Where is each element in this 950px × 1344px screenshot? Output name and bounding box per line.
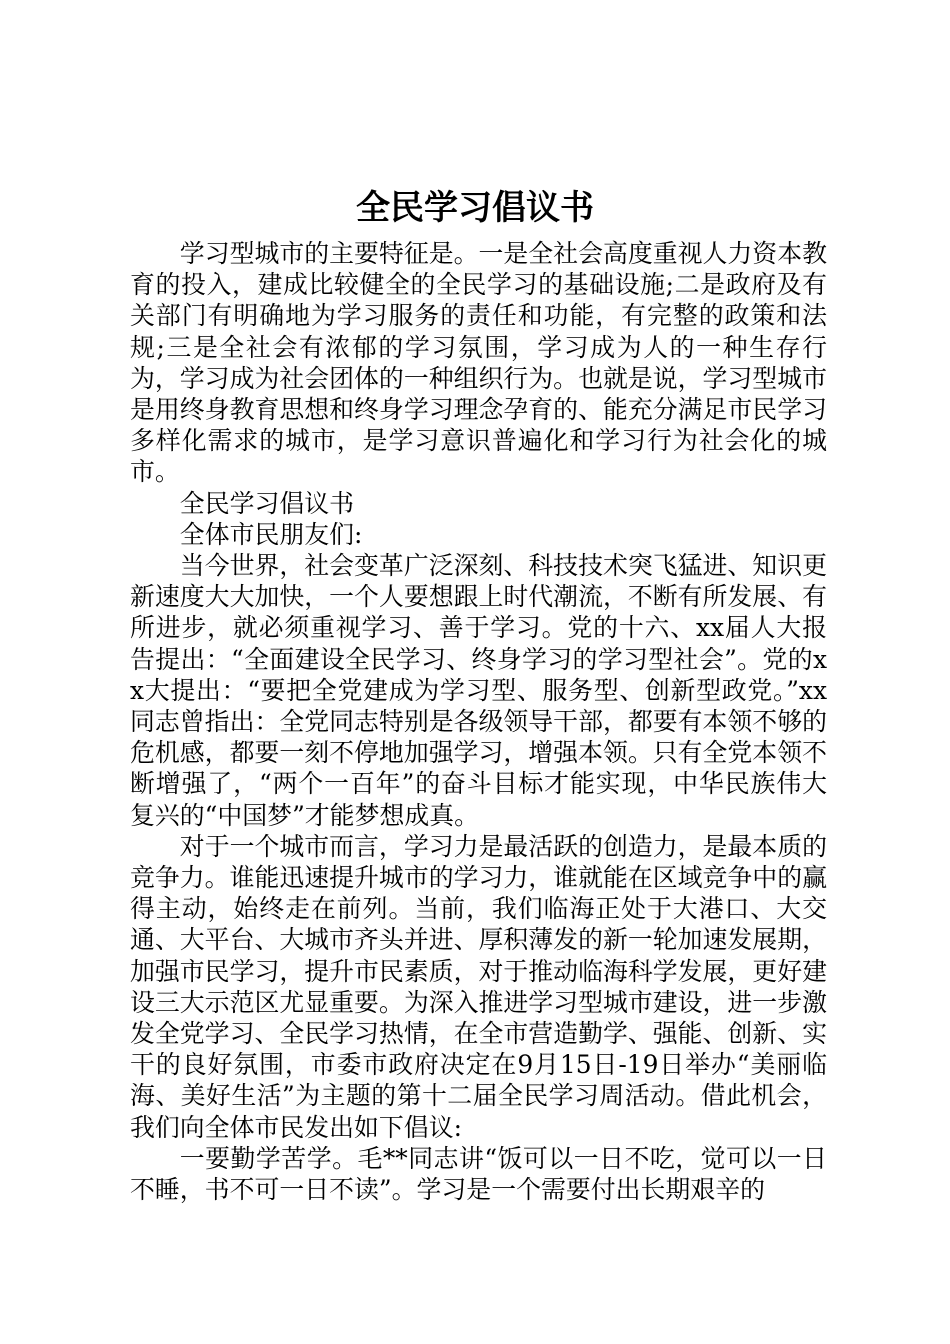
paragraph-city-learning: 对于一个城市而言，学习力是最活跃的创造力，是最本质的竞争力。谁能迅速提升城市的学习力，谁就能在区域竞争中的赢得主动，始终走在前列。当前，我们临海正处于大港口、大交通、大平台、大城市齐头并进、厚积薄发的新一轮加速发展期，加强市民学习，提升市民素质，对于推动临海科学发展，更好建设三大示范区尤显重要。为深入推进学习型城市建设，进一步激发全党学习、全民学习热情，在全市营造勤学、强能、创新、实干的良好氛围，市委市政府决定在9月15日-19日举办“美丽临海、美好生活”为主题的第十二届全民学习周活动。借此机会，我们向全体市民发出如下倡议: — [130, 831, 827, 1142]
document-body — [130, 238, 827, 1205]
document-title: 全民学习倡议书 — [356, 188, 594, 228]
paragraph-subtitle: 全民学习倡议书 — [179, 488, 355, 518]
paragraph-intro: 学习型城市的主要特征是。一是全社会高度重视人力资本教育的投入，建成比较健全的全民学习的基础设施;二是政府及有关部门有明确地为学习服务的责任和功能，有完整的政策和法规;三是全社会有浓郁的学习氛围，学习成为人的一种生存行为，学习成为社会团体的一种组织行为。也就是说，学习型城市是用终身教育思想和终身学习理念孕育的、能充分满足市民学习多样化需求的城市，是学习意识普遍化和学习行为社会化的城市。 — [130, 239, 827, 487]
paragraph-world-context: 当今世界，社会变革广泛深刻、科技技术突飞猛进、知识更新速度大大加快，一个人要想跟上时代潮流，不断有所发展、有所进步，就必须重视学习、善于学习。党的十六、xx届人大报告提出：“全面建设全民学习、终身学习的学习型社会”。党的xx大提出：“要把全党建成为学习型、服务型、创新型政党。”xx同志曾指出：全党同志特别是各级领导干部，都要有本领不够的危机感，都要一刻不停地加强学习，增强本领。只有全党本领不断增强了，“两个一百年”的奋斗目标才能实现，中华民族伟大复兴的“中国梦”才能梦想成真。 — [130, 551, 827, 830]
paragraph-salutation: 全体市民朋友们: — [179, 519, 363, 549]
paragraph-proposal-one: 一要勤学苦学。毛**同志讲“饭可以一日不吃，觉可以一日不睡，书不可一日不读”。学习是一个需要付出长期艰辛的 — [130, 1143, 827, 1205]
